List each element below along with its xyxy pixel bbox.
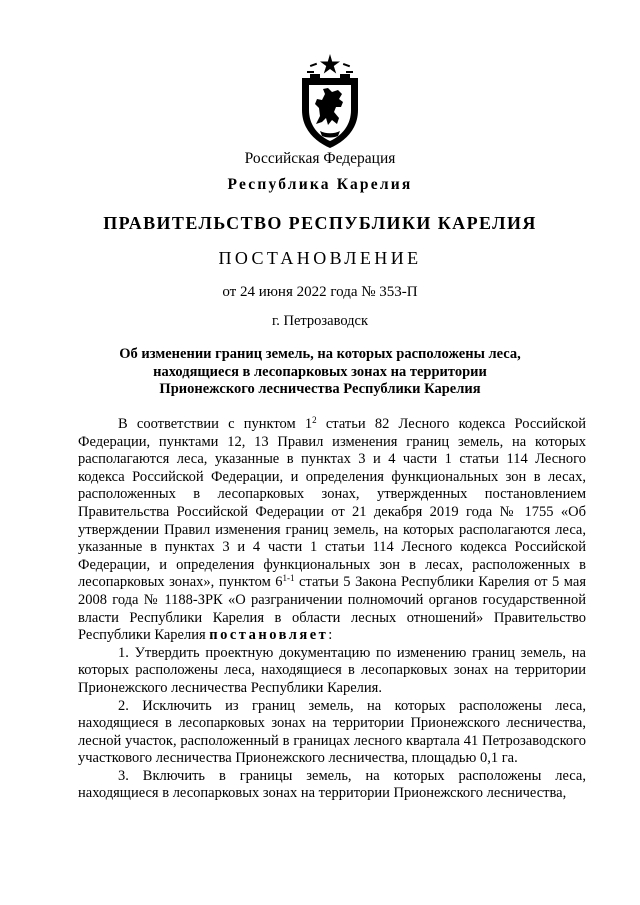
preamble-text: В соответствии с пунктом 1 — [118, 416, 313, 432]
title-line: находящиеся в лесопарковых зонах на территории — [153, 363, 487, 380]
superscript: 2 — [312, 415, 317, 425]
document-title — [110, 346, 530, 399]
preamble-text: статьи 5 Закона Республики Карелия от 5 мая 2008 года № 1188-ЗРК «О разграничении полномочий органов государственной власти Республики Карелия в области лесных отношений» Правительство Республики Карелия — [78, 574, 586, 644]
decree-item: 2. Исключить из границ земель, на которых расположены леса, находящиеся в лесопарковых зонах на территории Прионежского лесничества, лесной участок, расположенный в границах лесного квартала 41 Петрозаводского участкового лесничества Прионежского лесничества, площадью 0,1 га. — [78, 697, 586, 767]
superscript: 1-1 — [282, 573, 295, 584]
city-label: г. Петрозаводск — [271, 313, 369, 329]
karelia-coat-of-arms-emblem — [298, 52, 362, 150]
document-body — [78, 416, 586, 803]
date-number-line: от 24 июня 2022 года № 353-П — [222, 284, 418, 300]
preamble-text: статьи 82 Лесного кодекса Российской Федерации, пунктами 12, 13 Правил изменения границ земель, на которых располагаются леса, указанные в пунктах 3 и 4 части 1 статьи 114 Лесного кодекса Российской Федерации, и определения функциональных зон в лесах, расположенных в лесопарковых зонах, утвержденных постановлением Правительства Российской Федерации от 21 декабря 2019 года № 1755 «Об утверждении Правил изменения границ земель, на которых располагаются леса, указанные в пунктах 3 и 4 части 1 статьи 114 Лесного кодекса Российской Федерации, и определения функциональных зон в лесах, расположенных в лесопарковых зонах», пунктом 6 — [78, 416, 586, 591]
title-line: Об изменении границ земель, на которых расположены леса, — [119, 346, 521, 362]
government-heading: ПРАВИТЕЛЬСТВО РЕСПУБЛИКИ КАРЕЛИЯ — [103, 213, 537, 233]
federation-label: Российская Федерация — [244, 150, 396, 167]
decides-word: постановляет — [209, 627, 329, 644]
republic-label: Республика Карелия — [227, 176, 413, 193]
decree-item: 3. Включить в границы земель, на которых расположены леса, находящиеся в лесопарковых зонах на территории Прионежского лесничества, — [78, 767, 586, 802]
preamble-paragraph — [78, 416, 586, 645]
document-type-heading: ПОСТАНОВЛЕНИЕ — [218, 248, 422, 268]
title-line: Прионежского лесничества Республики Карелия — [159, 381, 481, 397]
decree-item: 1. Утвердить проектную документацию по изменению границ земель, на которых расположены леса, находящиеся в лесопарковых зонах на территории Прионежского лесничества Республики Карелия. — [78, 644, 586, 696]
preamble-colon: : — [328, 627, 333, 644]
